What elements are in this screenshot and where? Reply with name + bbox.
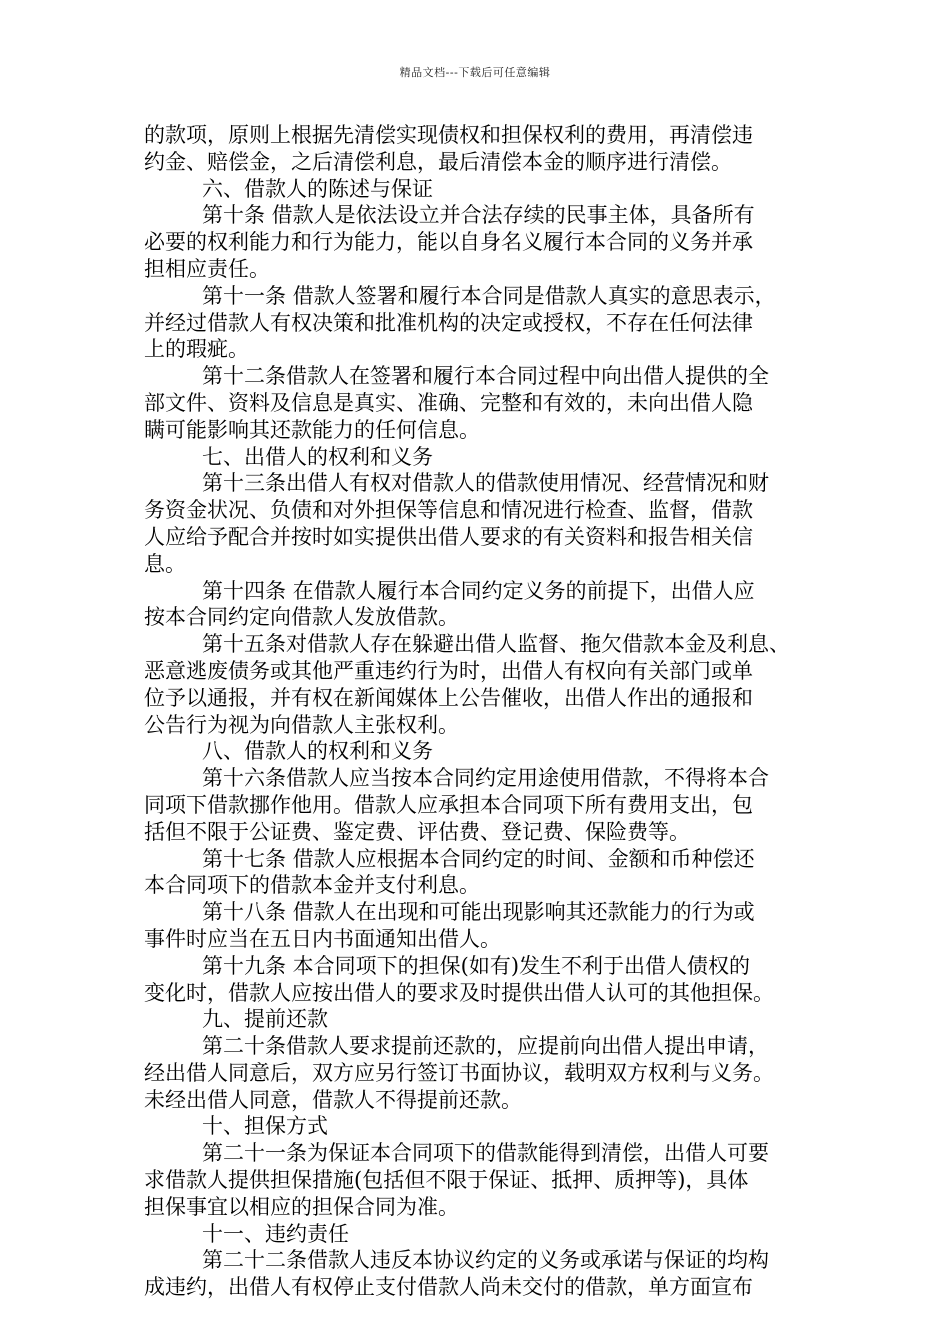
text-line: 部文件、资料及信息是真实、准确、完整和有效的，未向出借人隐 — [144, 390, 753, 415]
text-line: 未经出借人同意，借款人不得提前还款。 — [144, 1087, 522, 1112]
text-line: 同项下借款挪作他用。借款人应承担本合同项下所有费用支出，包 — [144, 792, 753, 817]
text-line: 公告行为视为向借款人主张权利。 — [144, 712, 459, 737]
text-line: 六、借款人的陈述与保证 — [202, 176, 433, 201]
text-line: 担相应责任。 — [144, 256, 270, 281]
text-line: 位予以通报，并有权在新闻媒体上公告催收，出借人作出的通报和 — [144, 685, 753, 710]
text-line: 括但不限于公证费、鉴定费、评估费、登记费、保险费等。 — [144, 819, 690, 844]
text-line: 第十一条 借款人签署和履行本合同是借款人真实的意思表示， — [202, 283, 776, 308]
text-line: 瞒可能影响其还款能力的任何信息。 — [144, 417, 480, 442]
text-line: 七、出借人的权利和义务 — [202, 444, 433, 469]
text-line: 息。 — [144, 551, 186, 576]
text-line: 第十三条出借人有权对借款人的借款使用情况、经营情况和财 — [202, 471, 769, 496]
text-line: 成违约，出借人有权停止支付借款人尚未交付的借款，单方面宣布 — [144, 1275, 753, 1300]
text-line: 第十二条借款人在签署和履行本合同过程中向出借人提供的全 — [202, 364, 769, 389]
text-line: 本合同项下的借款本金并支付利息。 — [144, 873, 480, 898]
text-line: 第十五条对借款人存在躲避出借人监督、拖欠借款本金及利息、 — [202, 632, 790, 657]
text-line: 务资金状况、负债和对外担保等信息和情况进行检查、监督，借款 — [144, 498, 753, 523]
text-line: 十一、违约责任 — [202, 1221, 349, 1246]
text-line: 人应给予配合并按时如实提供出借人要求的有关资料和报告相关信 — [144, 524, 753, 549]
text-line: 九、提前还款 — [202, 1007, 328, 1032]
text-line: 经出借人同意后，双方应另行签订书面协议，载明双方权利与义务。 — [144, 1060, 774, 1085]
page-header: 精品文档---下载后可任意编辑 — [399, 66, 551, 79]
text-line: 上的瑕疵。 — [144, 337, 249, 362]
text-line: 第二十二条借款人违反本协议约定的义务或承诺与保证的均构 — [202, 1248, 769, 1273]
document-body — [144, 122, 824, 1301]
text-line: 约金、赔偿金，之后清偿利息，最后清偿本金的顺序进行清偿。 — [144, 149, 732, 174]
text-line: 事件时应当在五日内书面通知出借人。 — [144, 926, 501, 951]
text-line: 八、借款人的权利和义务 — [202, 739, 433, 764]
text-line: 第十八条 借款人在出现和可能出现影响其还款能力的行为或 — [202, 900, 755, 925]
text-line: 十、担保方式 — [202, 1114, 328, 1139]
text-line: 第十六条借款人应当按本合同约定用途使用借款，不得将本合 — [202, 766, 769, 791]
text-line: 第十九条 本合同项下的担保(如有)发生不利于出借人债权的 — [202, 953, 751, 978]
text-line: 第十四条 在借款人履行本合同约定义务的前提下，出借人应 — [202, 578, 755, 603]
text-line: 必要的权利能力和行为能力，能以自身名义履行本合同的义务并承 — [144, 230, 753, 255]
text-line: 的款项，原则上根据先清偿实现债权和担保权利的费用，再清偿违 — [144, 123, 753, 147]
text-line: 第二十条借款人要求提前还款的，应提前向出借人提出申请， — [202, 1034, 769, 1059]
text-line: 求借款人提供担保措施(包括但不限于保证、抵押、质押等)，具体 — [144, 1168, 749, 1193]
text-line: 变化时，借款人应按出借人的要求及时提供出借人认可的其他担保。 — [144, 980, 774, 1005]
text-line: 第十条 借款人是依法设立并合法存续的民事主体，具备所有 — [202, 203, 755, 228]
text-line: 第二十一条为保证本合同项下的借款能得到清偿，出借人可要 — [202, 1141, 769, 1166]
text-line: 担保事宜以相应的担保合同为准。 — [144, 1194, 459, 1219]
text-line: 并经过借款人有权决策和批准机构的决定或授权，不存在任何法律 — [144, 310, 753, 335]
text-line: 恶意逃废债务或其他严重违约行为时，出借人有权向有关部门或单 — [144, 658, 753, 683]
text-line: 第十七条 借款人应根据本合同约定的时间、金额和币种偿还 — [202, 846, 755, 871]
text-line: 按本合同约定向借款人发放借款。 — [144, 605, 459, 630]
